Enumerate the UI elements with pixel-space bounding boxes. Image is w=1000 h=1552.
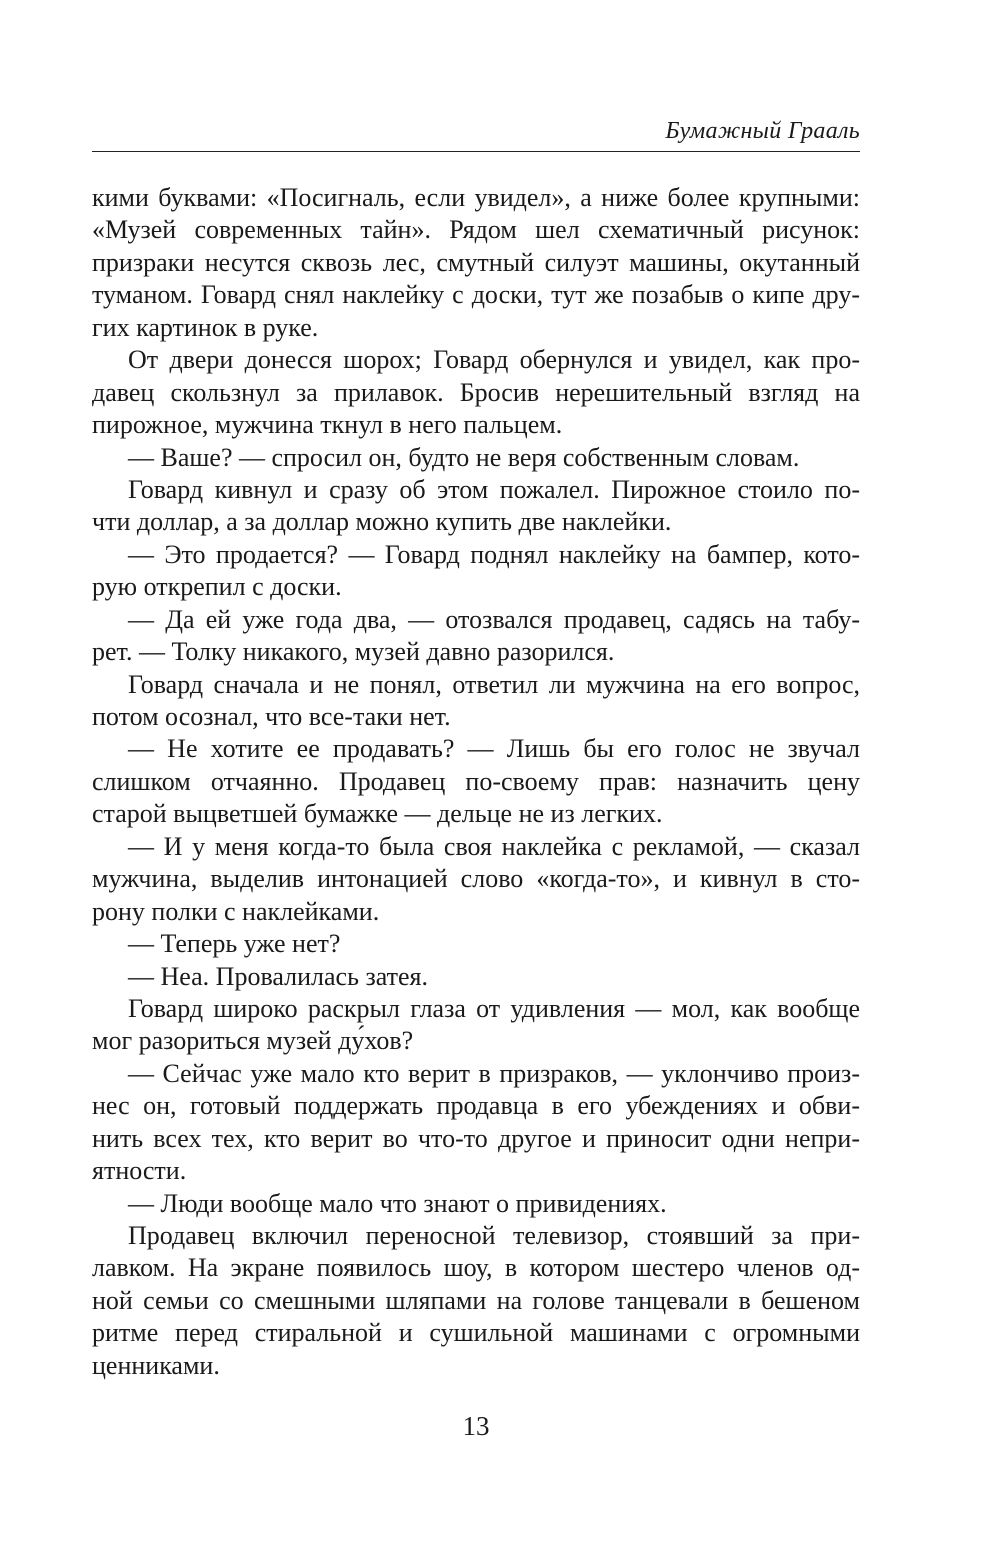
text-line: ритме перед стиральной и сушильной машинами с огромными [92, 1318, 860, 1348]
text-line: — Ваше? — спросил он, будто не веря собственным словам. [128, 442, 800, 472]
text-line: ценниками. [92, 1350, 220, 1380]
text-line: чти доллар, а за доллар можно купить две наклейки. [92, 507, 672, 537]
text-line: рону полки с наклейками. [92, 896, 380, 926]
text-line: Говард кивнул и сразу об этом пожалел. Пирожное стоило по- [128, 474, 860, 504]
text-line: ной семьи со смешными шляпами на голове танцевали в бешеном [92, 1285, 860, 1315]
book-title: Бумажный Грааль [665, 118, 860, 144]
text-line: кими буквами: «Посигналь, если увидел», а ниже более крупными: [92, 183, 860, 212]
text-line: потом осознал, что все-таки нет. [92, 702, 451, 731]
text-line: туманом. Говард снял наклейку с доски, тут же позабыв о кипе дру- [92, 280, 860, 310]
text-line: — Это продается? — Говард поднял наклейку на бампер, кото- [128, 539, 860, 569]
text-line: призраки несутся сквозь лес, смутный силуэт машины, окутанный [92, 247, 860, 277]
text-line: нить всех тех, кто верит во что-то другое и приносит одни непри- [92, 1123, 860, 1153]
text-line: Говард сначала и не понял, ответил ли мужчина на его вопрос, [128, 669, 860, 699]
text-line: мог разориться музей ду́хов? [92, 1026, 414, 1056]
text-line: — Неа. Провалилась затея. [128, 961, 428, 991]
text-line: давец скользнул за прилавок. Бросив нерешительный взгляд на [92, 377, 860, 407]
text-line: пирожное, мужчина ткнул в него пальцем. [92, 410, 563, 440]
text-line: мужчина, выделив интонацией слово «когда-то», и кивнул в сто- [92, 864, 860, 894]
text-line: нес он, готовый поддержать продавца в его убеждениях и обви- [92, 1091, 860, 1121]
text-line: «Музей современных тайн». Рядом шел схематичный рисунок: [92, 215, 860, 245]
text-line: Продавец включил переносной телевизор, стоявший за при- [128, 1221, 860, 1250]
text-line: рет. — Толку никакого, музей давно разорился. [92, 637, 615, 667]
running-head [92, 108, 860, 152]
text-line: — Сейчас уже мало кто верит в призраков, — уклончиво произ- [128, 1058, 860, 1088]
text-line: рую открепил с доски. [92, 572, 342, 602]
page-number: 13 [462, 1411, 490, 1441]
text-line: старой выцветшей бумажке — дельце не из легких. [92, 799, 663, 829]
text-line: гих картинок в руке. [92, 312, 319, 342]
text-line: Говард широко раскрыл глаза от удивления — мол, как вообще [128, 993, 860, 1023]
text-line: лавком. На экране появилось шоу, в котором шестеро членов од- [92, 1253, 860, 1283]
text-line: — Теперь уже нет? [128, 929, 341, 959]
text-line: слишком отчаянно. Продавец по-своему прав: назначить цену [92, 766, 860, 796]
text-line: — Да ей уже года два, — отозвался продавец, садясь на табу- [128, 604, 860, 634]
text-line: — И у меня когда-то была своя наклейка с рекламой, — сказал [128, 831, 860, 861]
text-line: — Не хотите ее продавать? — Лишь бы его голос не звучал [128, 734, 860, 764]
body-text [92, 182, 860, 1382]
text-line: ятности. [92, 1156, 187, 1186]
text-line: — Люди вообще мало что знают о привидениях. [128, 1188, 667, 1218]
text-line: От двери донесся шорох; Говард обернулся и увидел, как про- [128, 345, 860, 375]
